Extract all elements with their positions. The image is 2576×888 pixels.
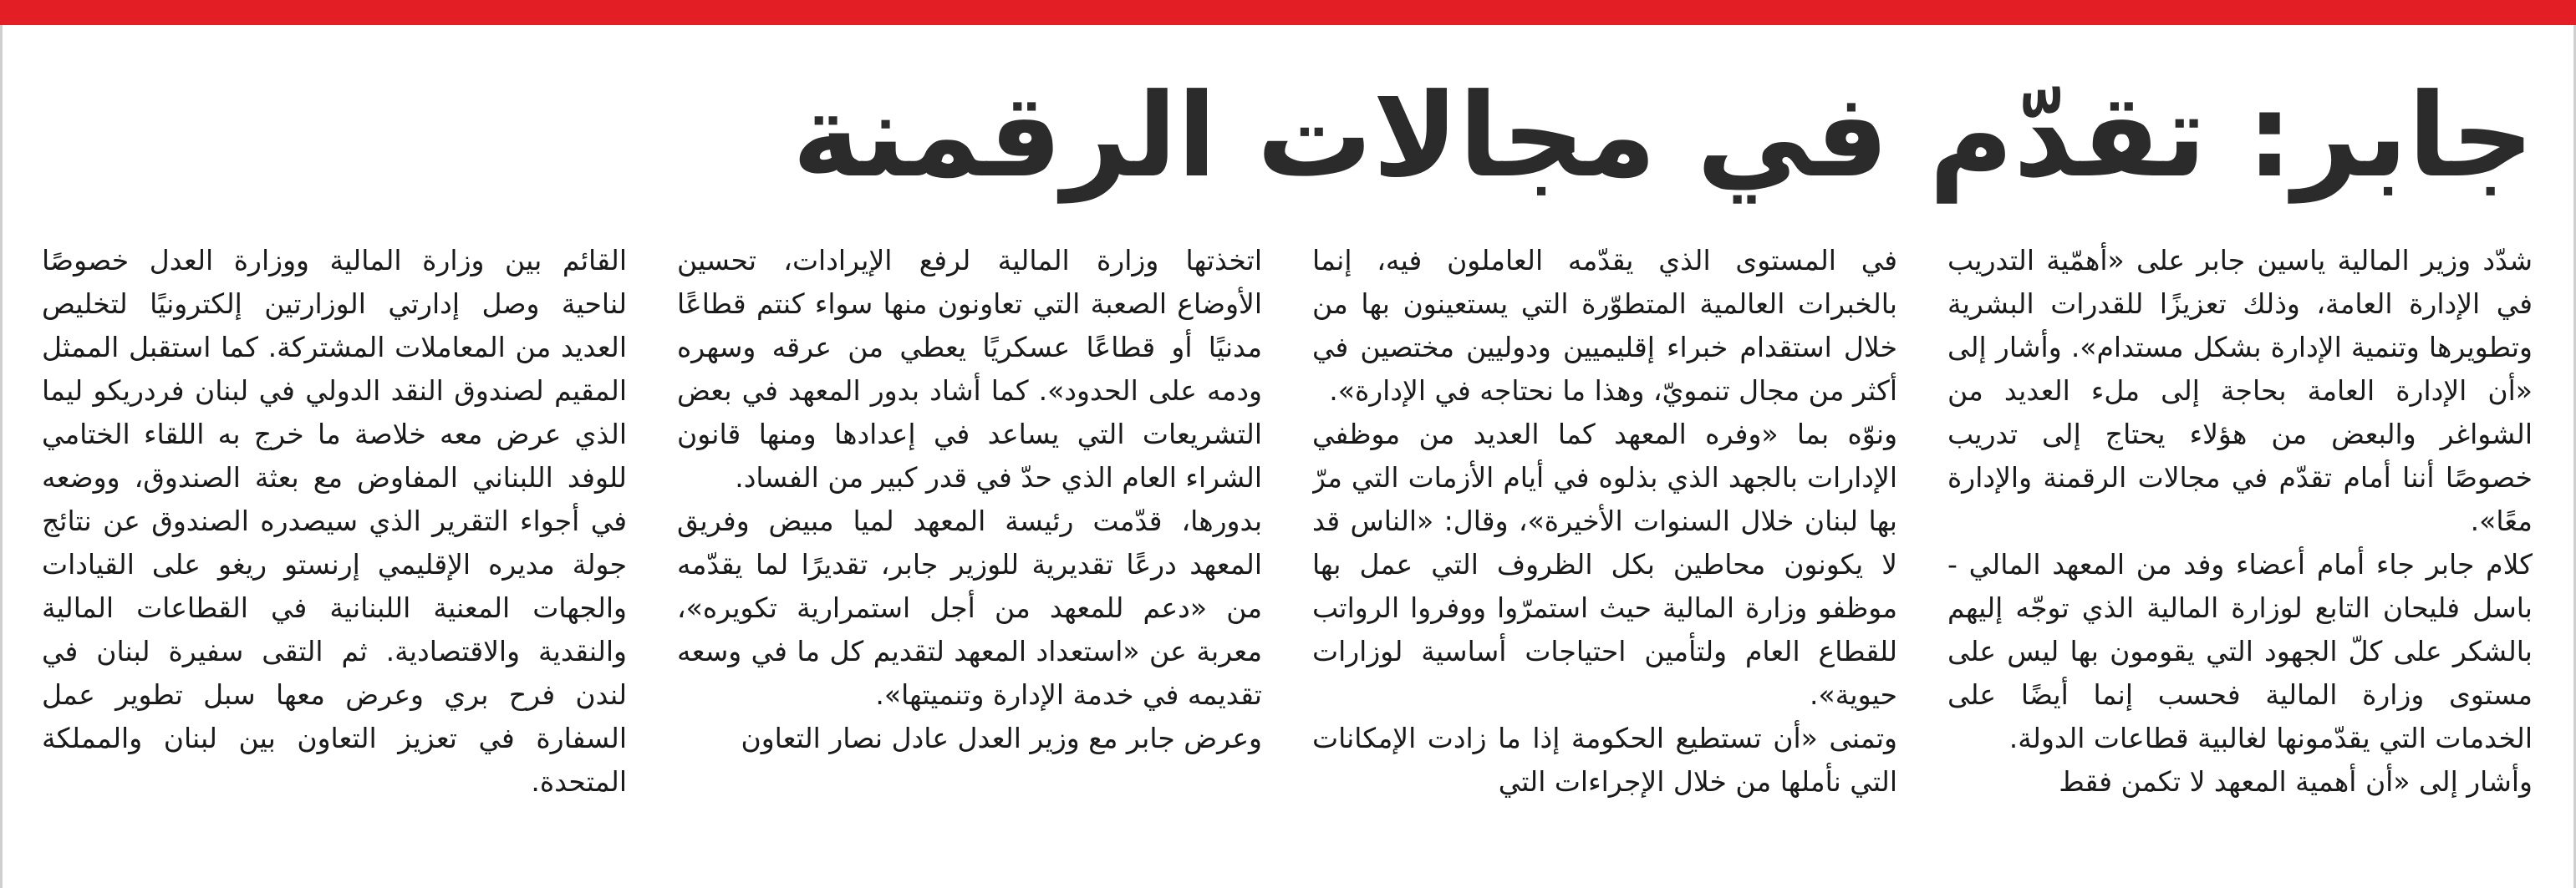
article-paragraph: وتمنى «أن تستطيع الحكومة إذا ما زادت الإمكانات التي نأملها من خلال الإجراءات التي [1312, 722, 1897, 798]
article-paragraph: ونوّه بما «وفره المعهد كما العديد من موظفي الإدارات بالجهد الذي بذلوه في أيام الأزمات التي مرّ بها لبنان خلال السنوات الأخيرة»، وقال: «الناس قد لا يكونون محاطين بكل الظروف التي عمل بها موظفو وزارة المالية حيث استمرّوا ووفروا الرواتب للقطاع العام ولتأمين احتياجات أساسية لوزارات حيوية». [1312, 418, 1897, 711]
article-column-3 [677, 239, 1262, 874]
article-paragraph: كلام جابر جاء أمام أعضاء وفد من المعهد المالي - باسل فليحان التابع لوزارة المالية الذي توجّه إليهم بالشكر على كلّ الجهود التي يقومون بها ليس على مستوى وزارة المالية فحسب إنما أيضًا على الخدمات التي يقدّمونها لغالبية قطاعات الدولة. [1947, 548, 2533, 754]
left-frame-line [0, 25, 3, 888]
article-column-2 [1312, 239, 1897, 874]
article-paragraph: في المستوى الذي يقدّمه العاملون فيه، إنما بالخبرات العالمية المتطوّرة التي يستعينون بها من خلال استقدام خبراء إقليميين ودوليين مختصين في أكثر من مجال تنمويّ، وهذا ما نحتاجه في الإدارة». [1312, 244, 1897, 407]
article-paragraph: وأشار إلى «أن أهمية المعهد لا تكمن فقط [2059, 765, 2533, 798]
article-paragraph: القائم بين وزارة المالية ووزارة العدل خصوصًا لناحية وصل إدارتي الوزارتين إلكترونيًا لتخليص العديد من المعاملات المشتركة. كما استقبل الممثل المقيم لصندوق النقد الدولي في لبنان فردريكو ليما الذي عرض معه خلاصة ما خرج به اللقاء الختامي للوفد اللبناني المفاوض مع بعثة الصندوق، ووضعه في أجواء التقرير الذي سيصدره الصندوق عن نتائج جولة مديره الإقليمي إرنستو ريغو على القيادات والجهات المعنية اللبنانية في القطاعات المالية والنقدية والاقتصادية. ثم التقى سفيرة لبنان في لندن فرح بري وعرض معها سبل تطوير عمل السفارة في تعزيز التعاون بين لبنان والمملكة المتحدة. [42, 244, 627, 798]
article-headline: جابر: تقدّم في مجالات الرقمنة [792, 69, 2534, 203]
article-column-4 [42, 239, 627, 874]
article-column-1 [1947, 239, 2533, 874]
article-paragraph: شدّد وزير المالية ياسين جابر على «أهمّية التدريب في الإدارة العامة، وذلك تعزيزًا للقدرات البشرية وتطويرها وتنمية الإدارة بشكل مستدام». وأشار إلى «أن الإدارة العامة بحاجة إلى ملء العديد من الشواغر والبعض من هؤلاء يحتاج إلى تدريب خصوصًا أننا أمام تقدّم في مجالات الرقمنة والإدارة معًا». [1947, 244, 2533, 537]
article-body [42, 239, 2533, 874]
article-paragraph: بدورها، قدّمت رئيسة المعهد لميا مبيض وفريق المعهد درعًا تقديرية للوزير جابر، تقديرًا لما يقدّمه من «دعم للمعهد من أجل استمرارية تكويره»، معربة عن «استعداد المعهد لتقديم كل ما في وسعه تقديمه في خدمة الإدارة وتنميتها». [677, 505, 1262, 711]
article-paragraph: اتخذتها وزارة المالية لرفع الإيرادات، تحسين الأوضاع الصعبة التي تعاونون منها سواء كنتم قطاعًا مدنيًا أو قطاعًا عسكريًا يعطي من عرقه وسهره ودمه على الحدود». كما أشاد بدور المعهد في بعض التشريعات التي يساعد في إعدادها ومنها قانون الشراء العام الذي حدّ في قدر كبير من الفساد. [677, 244, 1262, 494]
article-paragraph: وعرض جابر مع وزير العدل عادل نصار التعاون [741, 722, 1262, 754]
top-accent-bar [0, 0, 2576, 25]
